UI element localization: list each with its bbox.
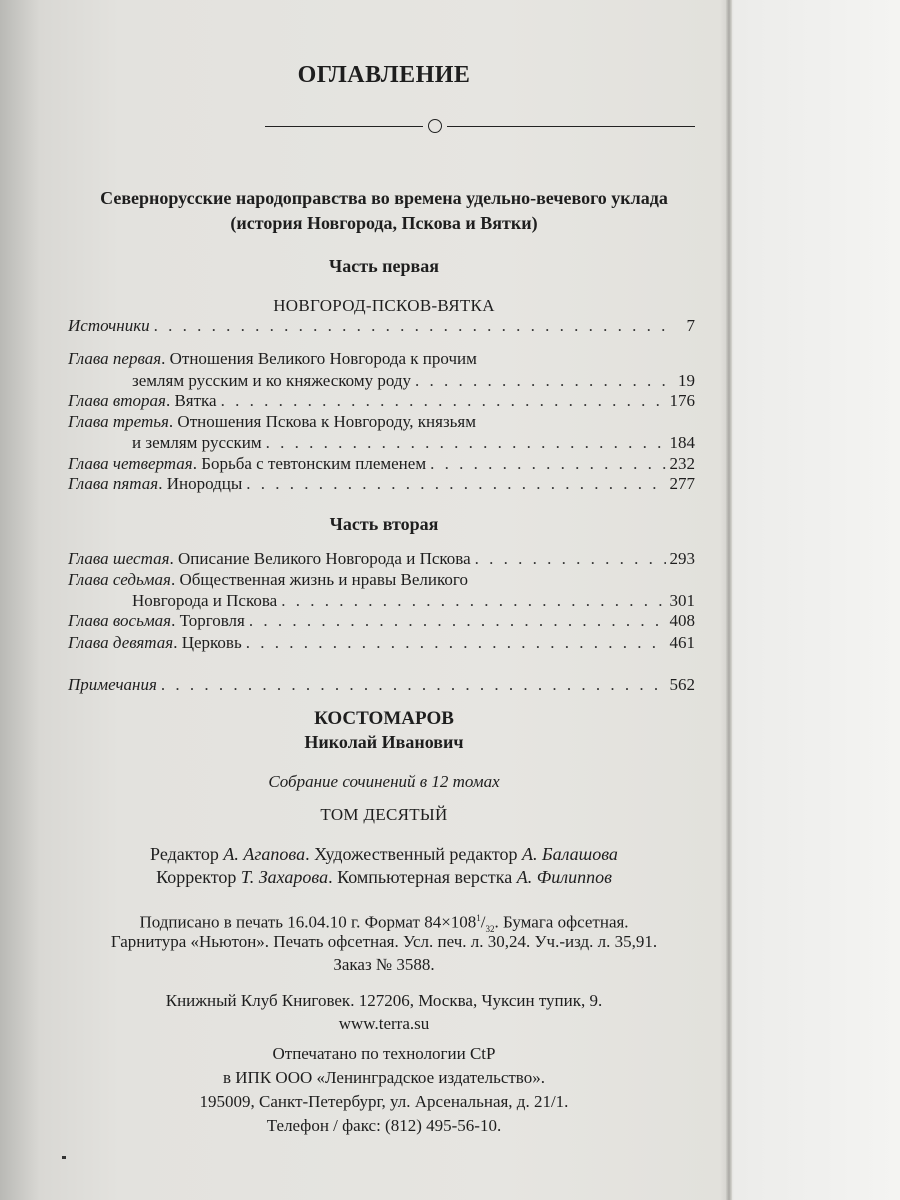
book-title-line1: Севернорусские народоправства во времена удельно-вечевого уклада	[100, 188, 668, 208]
toc-page-number: 293	[669, 549, 695, 568]
toc-entry-chapter-4[interactable]	[68, 453, 695, 475]
printed-line-1: Отпечатано по технологии CtP	[272, 1044, 496, 1063]
book-title-line2: (история Новгорода, Пскова и Вятки)	[230, 213, 538, 233]
toc-entry-chapter-5[interactable]	[68, 473, 695, 495]
toc-entry-label: Глава вторая	[68, 391, 166, 410]
print-line-1: Подписано в печать 16.04.10 г. Формат $84\times 108^1/_{32}$. Бумага офсетная.	[139, 912, 629, 935]
toc-dots	[430, 453, 665, 475]
toc-entry-notes[interactable]	[68, 674, 695, 696]
toc-page-number: 277	[669, 474, 695, 493]
toc-entry-label: Глава восьмая	[68, 611, 172, 630]
toc-entry-text: землям русским и ко княжескому роду	[132, 371, 412, 390]
toc-entry-label: Источники	[68, 316, 150, 335]
toc-entry-text: . Общественная жизнь и нравы Великого	[170, 570, 468, 589]
toc-entry-text: и землям русским	[132, 433, 262, 452]
toc-page-number: 19	[678, 371, 695, 390]
volume-label: ТОМ ДЕСЯТЫЙ	[320, 805, 448, 824]
toc-entry-label: Глава четвертая	[68, 454, 193, 473]
printed-line-2: в ИПК ООО «Ленинградское издательство».	[223, 1068, 545, 1087]
toc-entry-label: Примечания	[68, 675, 157, 694]
art-editor-label: . Художественный редактор	[305, 844, 522, 864]
toc-entry-text: . Отношения Пскова к Новгороду, князьям	[168, 412, 476, 431]
toc-page-number: 176	[669, 391, 695, 410]
toc-dots	[281, 590, 665, 612]
toc-entry-text: . Вятка	[165, 391, 217, 410]
publisher-line: Книжный Клуб Книговек. 127206, Москва, Чуксин тупик, 9.	[165, 991, 603, 1010]
ink-mark	[62, 1156, 66, 1159]
toc-dots	[161, 674, 666, 696]
page-edge	[726, 0, 732, 1200]
format-sub: 32	[485, 924, 495, 935]
toc-entry-label: Глава девятая	[68, 633, 174, 652]
print-line-3: Заказ № 3588.	[333, 955, 435, 974]
toc-entry-label: Глава шестая	[68, 549, 170, 568]
toc-entry-chapter-1-cont[interactable]	[68, 370, 695, 392]
layout-label: . Компьютерная верстка	[328, 867, 517, 887]
toc-entry-text: . Торговля	[171, 611, 245, 630]
corrector-name: Т. Захарова	[240, 867, 329, 887]
document-page	[60, 0, 708, 1200]
toc-entry-label: Глава первая	[68, 349, 162, 368]
toc-entry-text: . Борьба с тевтонским племенем	[192, 454, 427, 473]
toc-entry-chapter-8[interactable]	[68, 610, 695, 632]
part-one-subtitle: НОВГОРОД-ПСКОВ-ВЯТКА	[273, 296, 495, 315]
toc-entry-text: . Церковь	[173, 633, 242, 652]
toc-entry-label: Глава пятая	[68, 474, 159, 493]
author-surname: КОСТОМАРОВ	[314, 708, 454, 729]
toc-page-number: 461	[669, 633, 695, 652]
website-link[interactable]: www.terra.su	[338, 1014, 430, 1033]
print-line-2: Гарнитура «Ньютон». Печать офсетная. Усл. печ. л. 30,24. Уч.-изд. л. 35,91.	[110, 932, 658, 951]
toc-entry-label: Глава третья	[68, 412, 169, 431]
toc-page-number: 408	[669, 611, 695, 630]
format-sup: 1	[476, 913, 481, 923]
toc-page-number: 301	[669, 591, 695, 610]
art-editor-name: А. Балашова	[521, 844, 618, 864]
title-ornament	[265, 116, 695, 138]
printed-line-3: 195009, Санкт-Петербург, ул. Арсенальная, д. 21/1.	[199, 1092, 569, 1111]
toc-entry-chapter-6[interactable]	[68, 548, 695, 570]
ornament-line-left	[265, 126, 423, 127]
toc-entry-text: Новгорода и Пскова	[132, 591, 278, 610]
layout-name: А. Филиппов	[516, 867, 612, 887]
editor-label: Редактор	[150, 844, 224, 864]
toc-dots	[415, 370, 667, 392]
toc-dots	[249, 610, 666, 632]
ornament-line-right	[447, 126, 695, 127]
toc-dots	[246, 632, 666, 654]
toc-page-number: 7	[686, 316, 695, 335]
toc-entry-chapter-9[interactable]	[68, 632, 695, 654]
ornament-circle-icon	[428, 119, 442, 133]
toc-page-number: 184	[669, 433, 695, 452]
toc-entry-label: Глава седьмая	[68, 570, 171, 589]
toc-entry-chapter-1[interactable]	[68, 348, 477, 370]
editor-name: А. Агапова	[223, 844, 306, 864]
toc-entry-sources[interactable]	[68, 315, 695, 337]
toc-dots	[246, 473, 665, 495]
toc-entry-chapter-3-cont[interactable]	[68, 432, 695, 454]
toc-dots	[154, 315, 667, 337]
toc-entry-chapter-7[interactable]	[68, 569, 468, 591]
collection-title: Собрание сочинений в 12 томах	[268, 772, 500, 791]
toc-entry-text: . Описание Великого Новгорода и Пскова	[169, 549, 471, 568]
toc-page-number: 562	[669, 675, 695, 694]
toc-dots	[221, 390, 666, 412]
print-format-text: Подписано в печать 16.04.10 г. Формат 84×108	[139, 912, 477, 932]
toc-dots	[266, 432, 666, 454]
printed-line-4: Телефон / факс: (812) 495-56-10.	[266, 1116, 502, 1135]
part-two-label: Часть вторая	[329, 514, 439, 534]
toc-entry-text: . Отношения Великого Новгорода к прочим	[161, 349, 477, 368]
page-title: ОГЛАВЛЕНИЕ	[297, 62, 471, 88]
paper-text: . Бумага офсетная.	[494, 912, 629, 932]
toc-entry-chapter-7-cont[interactable]	[68, 590, 695, 612]
toc-dots	[475, 548, 666, 570]
toc-entry-chapter-2[interactable]	[68, 390, 695, 412]
part-one-label: Часть первая	[329, 256, 439, 276]
editors-line	[60, 843, 708, 865]
toc-entry-text: . Инородцы	[158, 474, 243, 493]
toc-page-number: 232	[669, 454, 695, 473]
corrector-line	[60, 866, 708, 888]
corrector-label: Корректор	[156, 867, 241, 887]
author-name: Николай Иванович	[304, 732, 464, 752]
toc-entry-chapter-3[interactable]	[68, 411, 476, 433]
